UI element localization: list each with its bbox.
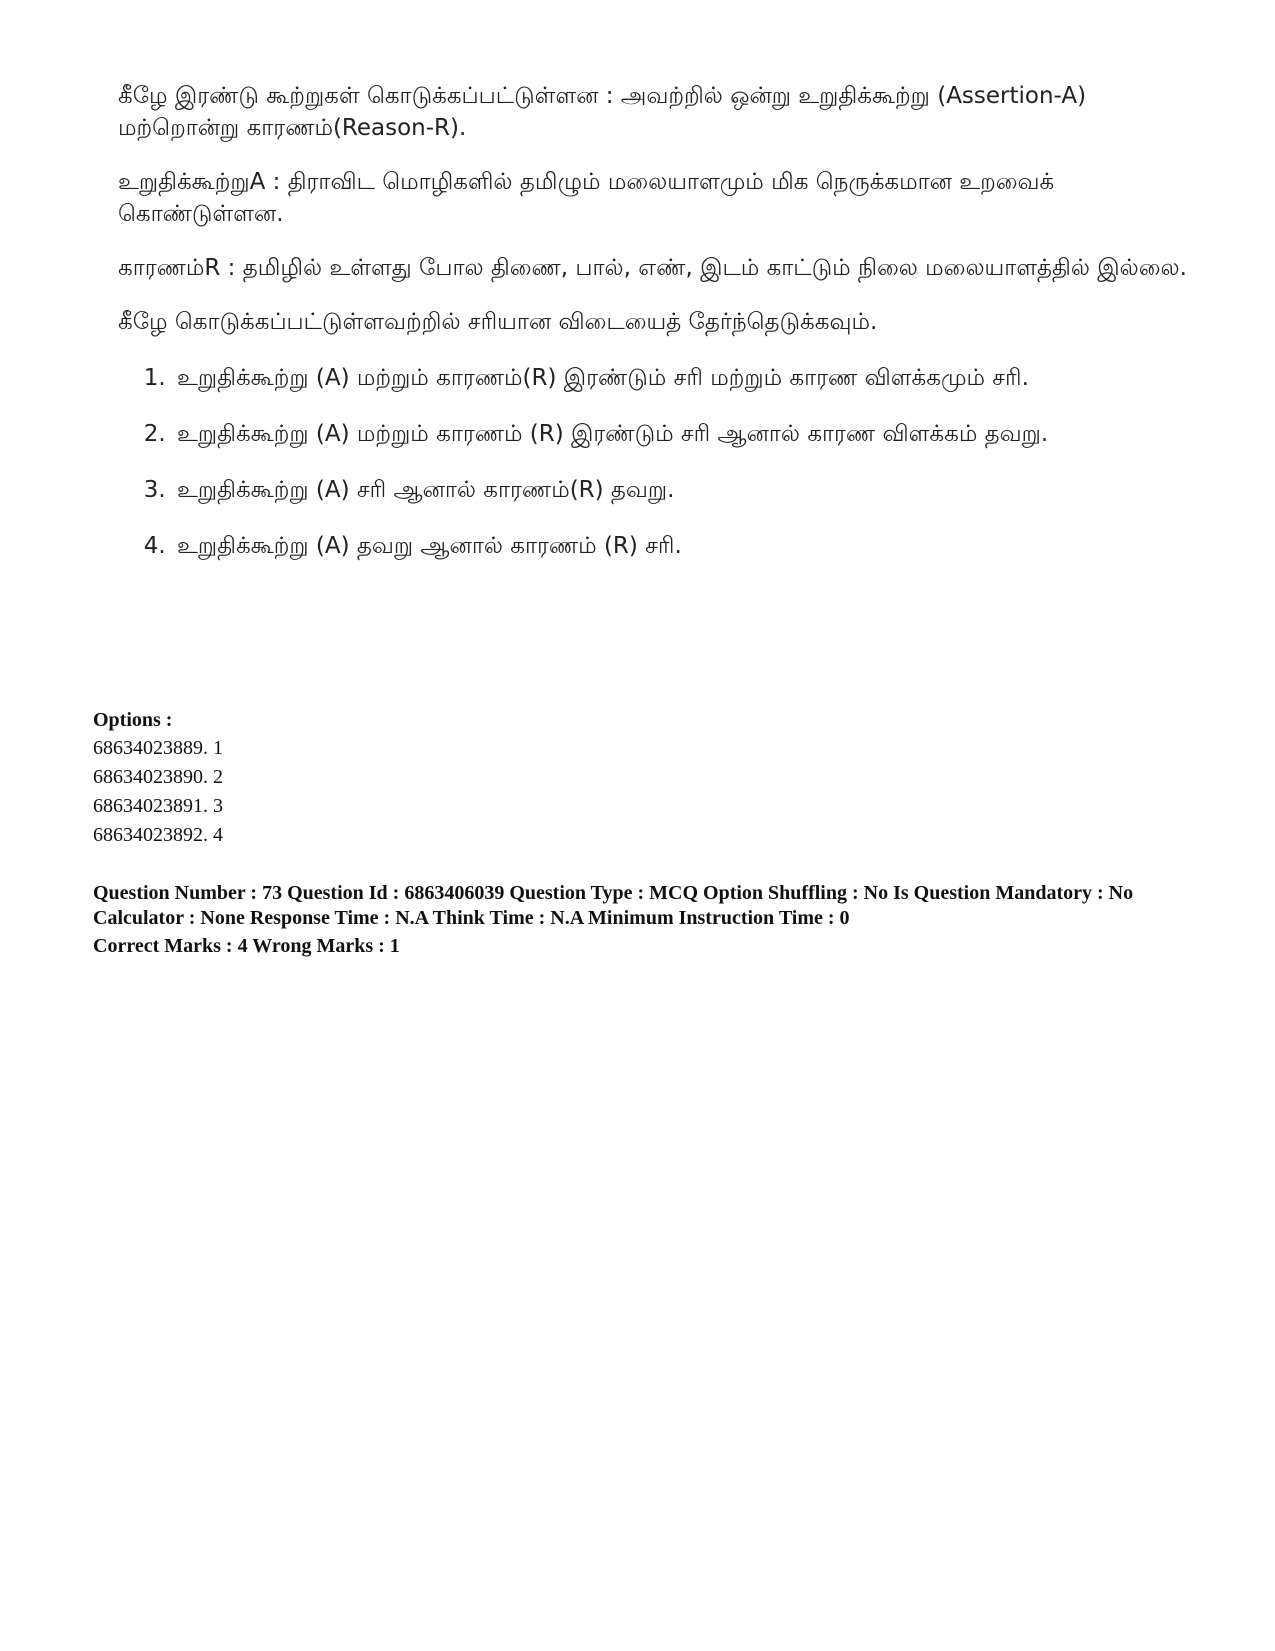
answer-choice-2: 2. உறுதிக்கூற்று (A) மற்றும் காரணம் (R) இரண்டும் சரி ஆனால் காரண விளக்கம் தவறு.: [173, 418, 1198, 450]
options-heading: Options :: [93, 709, 173, 731]
question-instruction: கீழே கொடுக்கப்பட்டுள்ளவற்றில் சரியான விடையைத் தேர்ந்தெடுக்கவும்.: [118, 309, 878, 335]
answer-choice-3: 3. உறுதிக்கூற்று (A) சரி ஆனால் காரணம்(R) தவறு.: [173, 474, 1198, 506]
answer-choice-4: 4. உறுதிக்கூற்று (A) தவறு ஆனால் காரணம் (R) சரி.: [173, 530, 1198, 562]
marks-info: Correct Marks : 4 Wrong Marks : 1: [93, 935, 400, 957]
reason-statement: காரணம்R : தமிழில் உள்ளது போல திணை, பால், எண், இடம் காட்டும் நிலை மலையாளத்தில் இல்லை.: [118, 255, 1187, 281]
option-id-4: 68634023892. 4: [93, 824, 223, 846]
question-details: Question Number : 73 Question Id : 6863406039 Question Type : MCQ Option Shuffling : No Is Question Mandatory : No Calculator : None Response Time : N.A Think Time : N.A Minimum Instruction Time : 0: [93, 882, 1134, 929]
assertion-statement: உறுதிக்கூற்றுA : திராவிட மொழிகளில் தமிழும் மலையாளமும் மிக நெருக்கமான உறவைக் கொண்டுள்ளன.: [118, 169, 1055, 227]
answer-choices-list: [118, 362, 1198, 562]
question-intro: கீழே இரண்டு கூற்றுகள் கொடுக்கப்பட்டுள்ளன : அவற்றில் ஒன்று உறுதிக்கூற்று (Assertion-A) மற்றொன்று காரணம்(Reason-R).: [118, 83, 1087, 141]
option-id-3: 68634023891. 3: [93, 795, 223, 817]
option-id-1: 68634023889. 1: [93, 737, 223, 759]
question-metadata: [93, 706, 1213, 959]
option-id-2: 68634023890. 2: [93, 766, 223, 788]
question-image-block: [118, 80, 1198, 586]
answer-choice-1: 1. உறுதிக்கூற்று (A) மற்றும் காரணம்(R) இரண்டும் சரி மற்றும் காரண விளக்கமும் சரி.: [173, 362, 1198, 394]
